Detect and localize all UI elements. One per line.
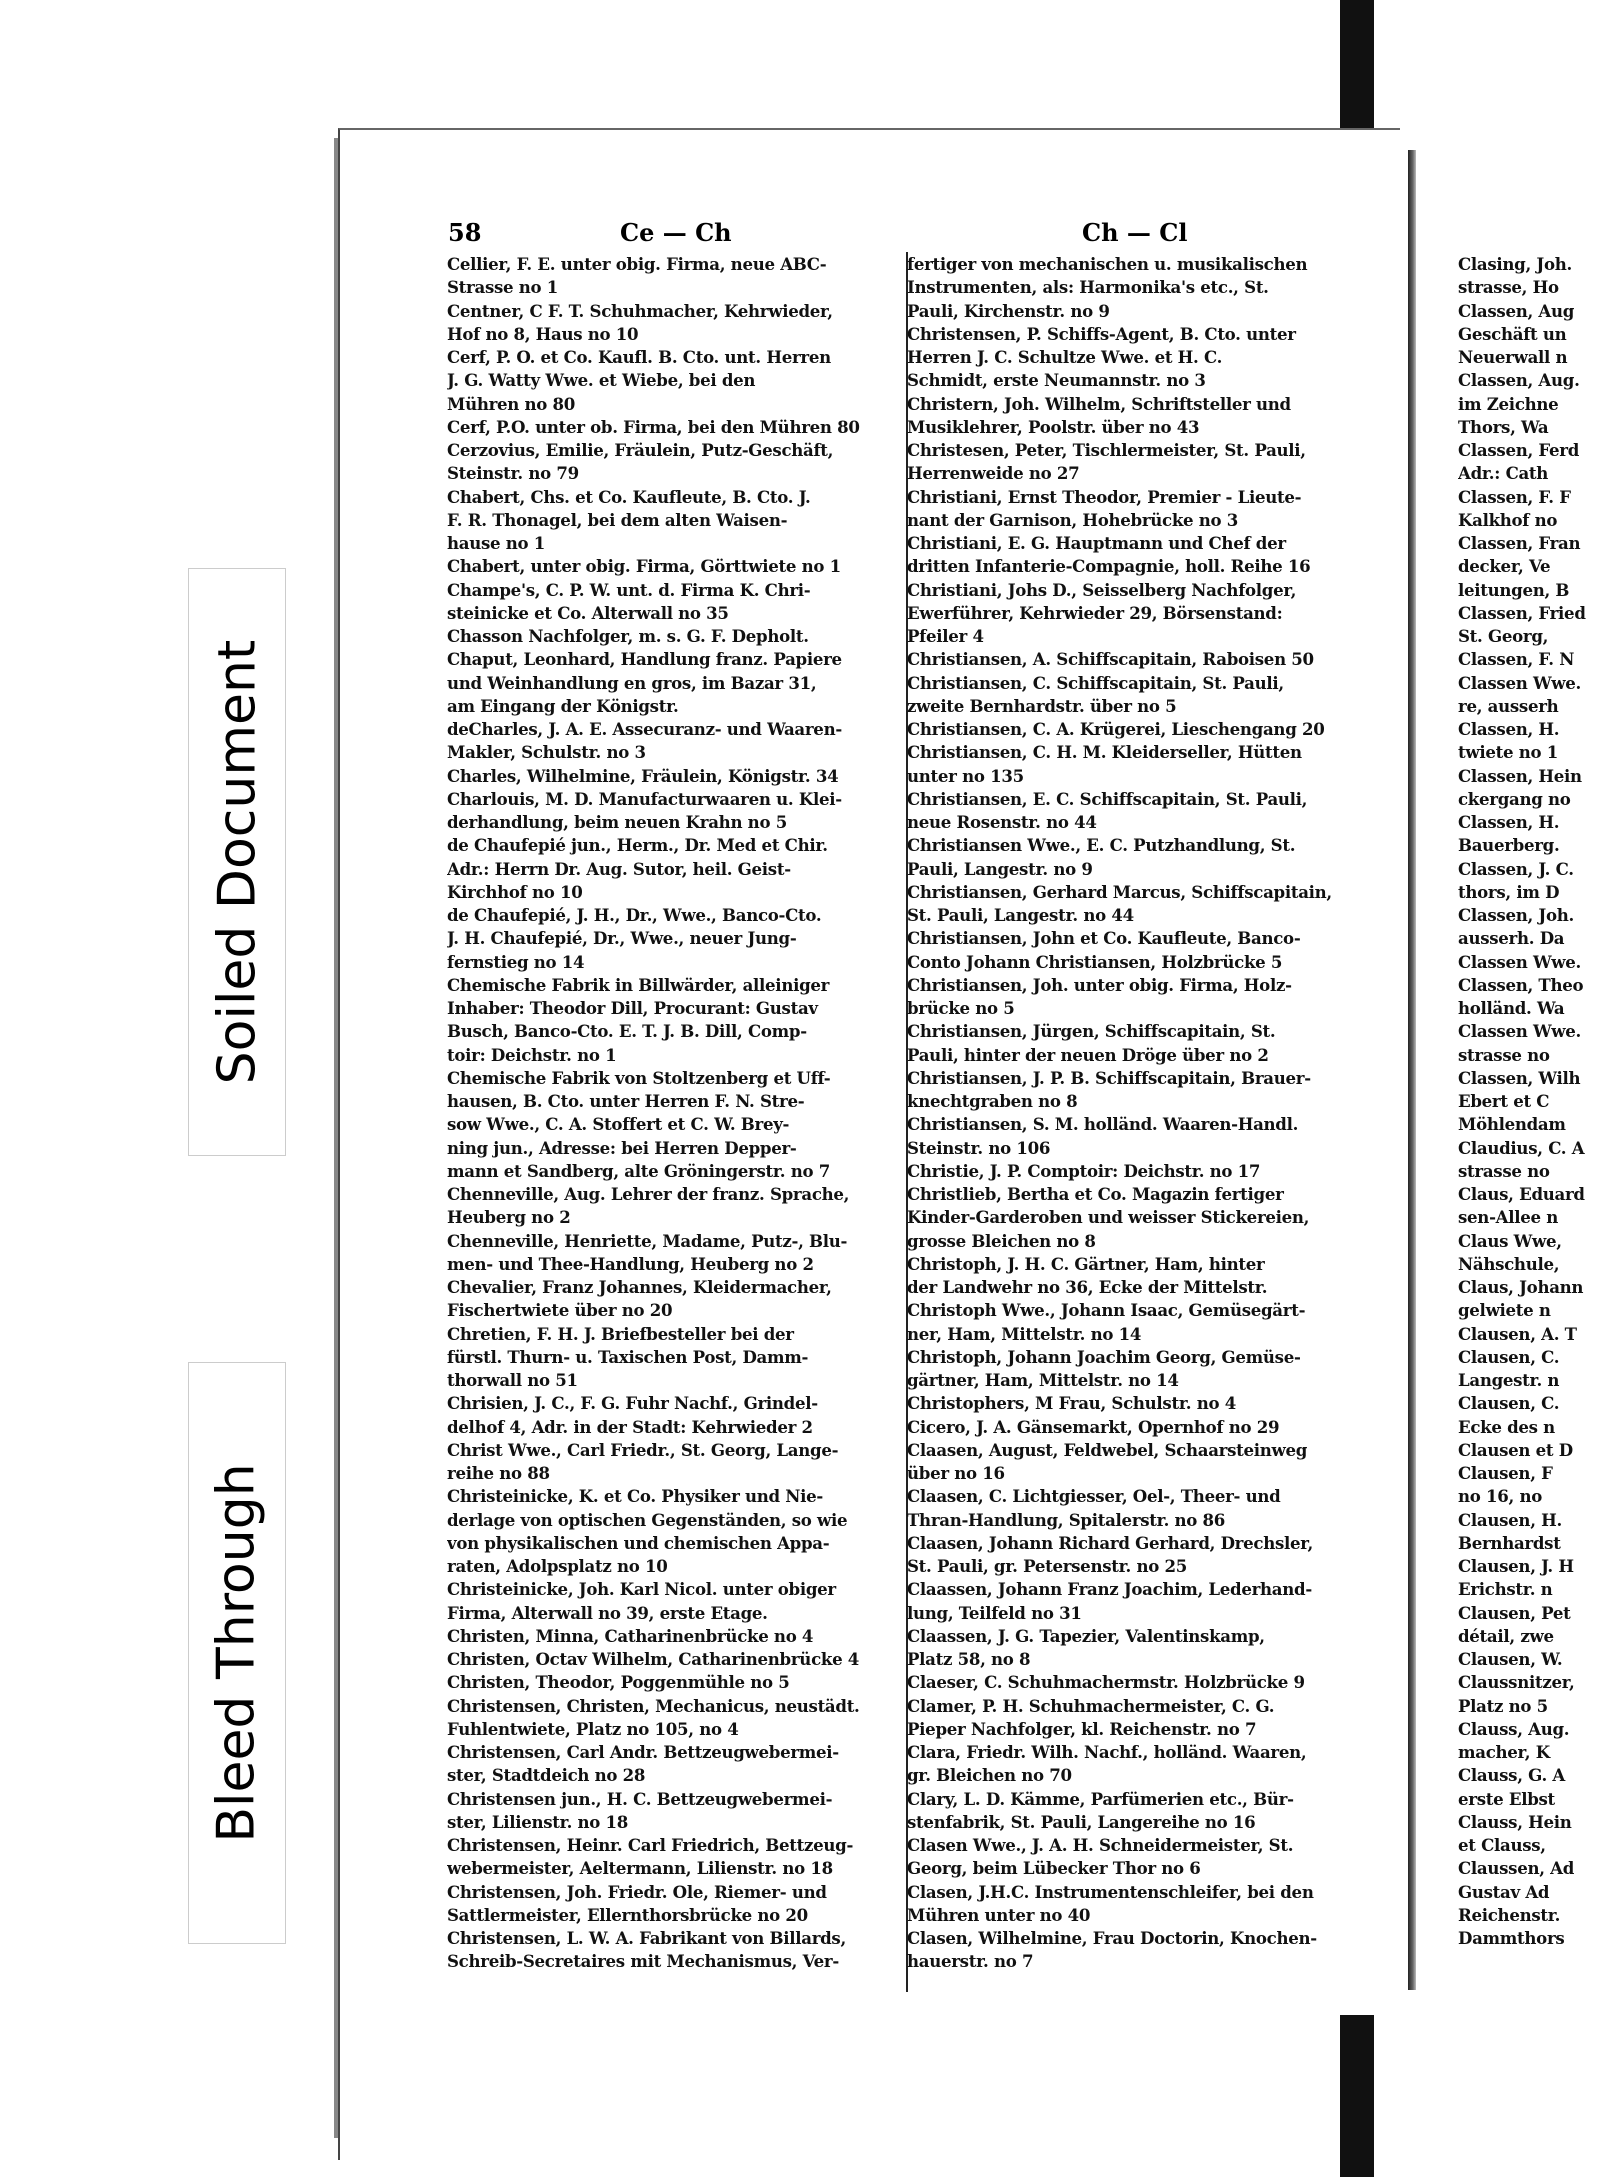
directory-line: Clausen, J. H	[1458, 1556, 1574, 1576]
directory-line: Charlouis, M. D. Manufacturwaaren u. Klei-	[447, 788, 842, 809]
directory-line: Classen, Wilh	[1458, 1067, 1581, 1088]
directory-line: ausserh. Da	[1458, 928, 1565, 949]
directory-line: Schmidt, erste Neumannstr. no 3	[907, 370, 1206, 391]
directory-line: Classen, Fried	[1458, 602, 1586, 623]
directory-line: Champe's, C. P. W. unt. d. Firma K. Chri-	[447, 579, 811, 600]
directory-line: St. Georg,	[1458, 626, 1549, 646]
directory-line: Christen, Octav Wilhelm, Catharinenbrücke 4	[447, 1649, 860, 1669]
directory-line: Classen, F. F	[1458, 486, 1571, 507]
directory-line: Hof no 8, Haus no 10	[447, 323, 639, 344]
directory-line: Cicero, J. A. Gänsemarkt, Opernhof no 29	[907, 1416, 1280, 1437]
directory-line: Busch, Banco-Cto. E. T. J. B. Dill, Comp-	[447, 1021, 807, 1042]
directory-line: détail, zwe	[1458, 1625, 1554, 1646]
directory-line: de Chaufepié, J. H., Dr., Wwe., Banco-Cto.	[447, 905, 822, 925]
directory-line: dritten Infanterie-Compagnie, holl. Reihe 16	[907, 556, 1311, 577]
directory-line: St. Pauli, Langestr. no 44	[907, 905, 1134, 925]
directory-line: Classen Wwe.	[1458, 1021, 1582, 1042]
directory-line: Christesen, Peter, Tischlermeister, St. Pauli,	[907, 440, 1306, 460]
directory-line: Kinder-Garderoben und weisser Stickereien,	[907, 1207, 1310, 1228]
directory-line: Bauerberg.	[1458, 835, 1560, 856]
directory-line: J. G. Watty Wwe. et Wiebe, bei den	[447, 370, 756, 391]
directory-line: Clauss, Aug.	[1458, 1718, 1570, 1739]
directory-line: gärtner, Ham, Mittelstr. no 14	[907, 1370, 1179, 1390]
directory-line: Mühren no 80	[447, 393, 576, 414]
directory-line: sen-Allee n	[1458, 1207, 1558, 1228]
directory-line: Classen, Hein	[1458, 765, 1582, 786]
directory-line: Chretien, F. H. J. Briefbesteller bei der	[447, 1323, 794, 1344]
directory-line: derhandlung, beim neuen Krahn no 5	[447, 812, 787, 832]
directory-line: Cerf, P. O. et Co. Kaufl. B. Cto. unt. Herren	[447, 347, 831, 367]
directory-line: Makler, Schulstr. no 3	[447, 742, 646, 763]
directory-line: Pauli, Langestr. no 9	[907, 858, 1093, 879]
left-column	[447, 253, 907, 1974]
directory-line: delhof 4, Adr. in der Stadt: Kehrwieder 2	[447, 1416, 813, 1437]
directory-line: fürstl. Thurn- u. Taxischen Post, Damm-	[447, 1346, 809, 1367]
right-column-partial	[1458, 253, 1600, 1950]
directory-line: Christiansen, Jürgen, Schiffscapitain, St.	[907, 1021, 1276, 1042]
directory-line: Christeinicke, Joh. Karl Nicol. unter obiger	[447, 1579, 836, 1600]
directory-line: Christensen, Joh. Friedr. Ole, Riemer- und	[447, 1881, 827, 1902]
directory-line: im Zeichne	[1458, 393, 1559, 414]
directory-line: Christophers, M Frau, Schulstr. no 4	[907, 1393, 1236, 1414]
directory-line: Platz 58, no 8	[907, 1649, 1031, 1669]
directory-line: Claassen, Johann Franz Joachim, Lederhand-	[907, 1579, 1312, 1600]
directory-line: Cellier, F. E. unter obig. Firma, neue ABC-	[447, 254, 827, 274]
directory-line: und Weinhandlung en gros, im Bazar 31,	[447, 672, 817, 693]
directory-line: Christensen, L. W. A. Fabrikant von Billards,	[447, 1928, 846, 1948]
directory-line: Christie, J. P. Comptoir: Deichstr. no 17	[907, 1160, 1261, 1181]
directory-line: Herrenweide no 27	[907, 463, 1080, 484]
directory-line: twiete no 1	[1458, 742, 1558, 763]
directory-line: St. Pauli, gr. Petersenstr. no 25	[907, 1556, 1187, 1576]
directory-line: erste Elbst	[1458, 1788, 1555, 1809]
directory-line: Neuerwall n	[1458, 347, 1568, 367]
directory-line: men- und Thee-Handlung, Heuberg no 2	[447, 1253, 814, 1274]
directory-line: lung, Teilfeld no 31	[907, 1602, 1082, 1623]
directory-line: derlage von optischen Gegenständen, so wie	[447, 1509, 848, 1530]
book-spine	[1408, 150, 1416, 1990]
directory-line: Conto Johann Christiansen, Holzbrücke 5	[907, 951, 1283, 972]
directory-line: Claudius, C. A	[1458, 1137, 1585, 1158]
directory-line: Pauli, Kirchenstr. no 9	[907, 300, 1110, 321]
directory-line: Christiansen, S. M. holländ. Waaren-Handl.	[907, 1114, 1299, 1135]
directory-line: Classen Wwe.	[1458, 672, 1582, 693]
directory-line: macher, K	[1458, 1742, 1550, 1762]
directory-line: Christiansen, Gerhard Marcus, Schiffscapitain,	[907, 881, 1332, 902]
directory-line: J. H. Chaufepié, Dr., Wwe., neuer Jung-	[447, 928, 797, 949]
directory-line: Christiani, E. G. Hauptmann und Chef der	[907, 533, 1286, 553]
directory-line: Christoph, J. H. C. Gärtner, Ham, hinter	[907, 1253, 1265, 1274]
directory-line: Christiansen, C. H. M. Kleiderseller, Hütten	[907, 742, 1302, 763]
directory-line: Reichenstr.	[1458, 1904, 1561, 1925]
directory-line: Classen, H.	[1458, 719, 1560, 739]
directory-line: Chabert, unter obig. Firma, Görttwiete no 1	[447, 556, 841, 577]
directory-line: Sattlermeister, Ellernthorsbrücke no 20	[447, 1904, 808, 1925]
directory-line: Claasen, Johann Richard Gerhard, Drechsler,	[907, 1532, 1313, 1553]
directory-line: Strasse no 1	[447, 277, 559, 298]
directory-line: Christlieb, Bertha et Co. Magazin fertiger	[907, 1184, 1284, 1204]
directory-line: thors, im D	[1458, 881, 1560, 902]
directory-line: Nähschule,	[1458, 1253, 1560, 1274]
directory-line: Instrumenten, als: Harmonika's etc., St.	[907, 277, 1269, 298]
directory-line: Christiansen Wwe., E. C. Putzhandlung, St.	[907, 835, 1296, 856]
directory-line: Christiani, Ernst Theodor, Premier - Lieute-	[907, 486, 1302, 507]
directory-line: stenfabrik, St. Pauli, Langereihe no 16	[907, 1811, 1256, 1832]
directory-line: Classen, Joh.	[1458, 905, 1574, 925]
directory-line: Chrisien, J. C., F. G. Fuhr Nachf., Grindel-	[447, 1393, 818, 1414]
directory-line: ning jun., Adresse: bei Herren Depper-	[447, 1137, 797, 1158]
directory-line: strasse no	[1458, 1044, 1550, 1065]
directory-line: steinicke et Co. Alterwall no 35	[447, 602, 729, 623]
directory-line: decker, Ve	[1458, 556, 1551, 577]
directory-line: Claussnitzer,	[1458, 1672, 1575, 1693]
directory-line: Classen, F. N	[1458, 649, 1575, 670]
directory-line: Classen, H.	[1458, 812, 1560, 832]
soiled-document-label-text: Soiled Document	[207, 639, 268, 1085]
directory-line: ster, Lilienstr. no 18	[447, 1811, 629, 1832]
directory-line: Ecke des n	[1458, 1416, 1555, 1437]
directory-line: Christiansen, C. A. Krügerei, Lieschengang 20	[907, 719, 1325, 739]
directory-line: Cerf, P.O. unter ob. Firma, bei den Mühren 80	[447, 416, 860, 437]
directory-line: Herren J. C. Schultze Wwe. et H. C.	[907, 347, 1223, 367]
directory-line: Christiansen, Joh. unter obig. Firma, Holz-	[907, 974, 1292, 995]
directory-line: Classen, Aug.	[1458, 370, 1580, 391]
directory-line: Clausen, C.	[1458, 1393, 1560, 1414]
directory-line: Fischertwiete über no 20	[447, 1300, 673, 1321]
directory-line: knechtgraben no 8	[907, 1091, 1078, 1111]
directory-line: Kalkhof no	[1458, 509, 1558, 530]
directory-line: Clasen Wwe., J. A. H. Schneidermeister, St.	[907, 1835, 1294, 1855]
directory-line: Clausen, H.	[1458, 1509, 1563, 1530]
directory-line: Platz no 5	[1458, 1695, 1548, 1716]
directory-line: Ewerführer, Kehrwieder 29, Börsenstand:	[907, 602, 1283, 623]
directory-line: Classen, Fran	[1458, 533, 1581, 553]
directory-line: Christensen, Carl Andr. Bettzeugwebermei-	[447, 1742, 839, 1762]
directory-line: reihe no 88	[447, 1463, 550, 1483]
directory-line: Steinstr. no 106	[907, 1137, 1051, 1158]
directory-line: Chemische Fabrik von Stoltzenberg et Uff-	[447, 1067, 831, 1088]
directory-line: Thran-Handlung, Spitalerstr. no 86	[907, 1509, 1226, 1530]
directory-line: Chenneville, Henriette, Madame, Putz-, Blu-	[447, 1230, 848, 1251]
directory-line: Claus, Eduard	[1458, 1184, 1585, 1204]
directory-line: Clauss, Hein	[1458, 1811, 1572, 1832]
directory-line: Dammthors	[1458, 1928, 1565, 1948]
directory-line: Pfeiler 4	[907, 626, 984, 646]
directory-line: von physikalischen und chemischen Appa-	[447, 1532, 830, 1553]
directory-line: raten, Adolpsplatz no 10	[447, 1556, 668, 1576]
directory-line: Claeser, C. Schuhmachermstr. Holzbrücke 9	[907, 1672, 1305, 1693]
directory-line: nant der Garnison, Hohebrücke no 3	[907, 509, 1239, 530]
directory-line: Erichstr. n	[1458, 1579, 1553, 1600]
directory-line: thorwall no 51	[447, 1370, 578, 1390]
directory-line: et Clauss,	[1458, 1835, 1546, 1855]
directory-line: Adr.: Herrn Dr. Aug. Sutor, heil. Geist-	[447, 858, 791, 879]
directory-line: Christiansen, J. P. B. Schiffscapitain, Brauer-	[907, 1067, 1311, 1088]
directory-line: sow Wwe., C. A. Stoffert et C. W. Brey-	[447, 1114, 790, 1135]
directory-line: de Chaufepié jun., Herm., Dr. Med et Chir.	[447, 835, 828, 856]
directory-line: Firma, Alterwall no 39, erste Etage.	[447, 1602, 768, 1623]
directory-line: Christiansen, John et Co. Kaufleute, Banco-	[907, 928, 1301, 949]
directory-line: Clausen, W.	[1458, 1649, 1563, 1669]
directory-line: Christern, Joh. Wilhelm, Schriftsteller und	[907, 393, 1291, 414]
directory-line: zweite Bernhardstr. über no 5	[907, 695, 1177, 716]
directory-line: toir: Deichstr. no 1	[447, 1044, 617, 1065]
directory-line: Cerzovius, Emilie, Fräulein, Putz-Geschäft,	[447, 440, 834, 460]
directory-line: Christiansen, A. Schiffscapitain, Raboisen 50	[907, 649, 1314, 670]
page-number: 58	[448, 218, 482, 247]
directory-line: Thors, Wa	[1458, 416, 1549, 437]
directory-line: Claasen, August, Feldwebel, Schaarsteinweg	[907, 1439, 1308, 1460]
directory-line: Claussen, Ad	[1458, 1858, 1575, 1879]
directory-line: unter no 135	[907, 765, 1024, 786]
directory-line: Clausen, F	[1458, 1463, 1553, 1483]
directory-line: hauerstr. no 7	[907, 1951, 1034, 1972]
directory-line: hausen, B. Cto. unter Herren F. N. Stre-	[447, 1091, 805, 1111]
directory-line: Christensen, Heinr. Carl Friedrich, Bettzeug-	[447, 1835, 854, 1855]
directory-line: über no 16	[907, 1463, 1005, 1483]
directory-line: hause no 1	[447, 533, 546, 553]
directory-line: gelwiete n	[1458, 1300, 1551, 1321]
directory-line: Claasen, C. Lichtgiesser, Oel-, Theer- und	[907, 1486, 1281, 1507]
directory-line: Chaput, Leonhard, Handlung franz. Papiere	[447, 649, 842, 670]
directory-line: Clausen, C.	[1458, 1346, 1560, 1367]
directory-line: gr. Bleichen no 70	[907, 1765, 1072, 1786]
directory-line: Christiansen, C. Schiffscapitain, St. Pauli,	[907, 672, 1284, 693]
directory-line: brücke no 5	[907, 998, 1015, 1018]
directory-line: Christensen, P. Schiffs-Agent, B. Cto. unter	[907, 323, 1296, 344]
directory-line: Möhlendam	[1458, 1114, 1566, 1135]
directory-line: Chevalier, Franz Johannes, Kleidermacher,	[447, 1277, 832, 1297]
directory-line: fertiger von mechanischen u. musikalischen	[907, 254, 1308, 274]
directory-line: Langestr. n	[1458, 1370, 1560, 1390]
directory-line: fernstieg no 14	[447, 951, 585, 972]
directory-line: Pieper Nachfolger, kl. Reichenstr. no 7	[907, 1718, 1257, 1739]
directory-line: Georg, beim Lübecker Thor no 6	[907, 1858, 1201, 1879]
directory-line: Kirchhof no 10	[447, 881, 583, 902]
directory-line: deCharles, J. A. E. Assecuranz- und Waaren-	[447, 719, 842, 739]
directory-line: Clasen, Wilhelmine, Frau Doctorin, Knochen-	[907, 1928, 1317, 1948]
directory-line: strasse no	[1458, 1160, 1550, 1181]
directory-line: Centner, C F. T. Schuhmacher, Kehrwieder,	[447, 300, 833, 321]
directory-line: Classen, Ferd	[1458, 440, 1579, 460]
directory-line: Claassen, J. G. Tapezier, Valentinskamp,	[907, 1625, 1265, 1646]
directory-line: Christiani, Johs D., Seisselberg Nachfolger,	[907, 579, 1297, 600]
directory-line: Musiklehrer, Poolstr. über no 43	[907, 416, 1200, 437]
binding-strip-top	[1340, 0, 1374, 130]
directory-line: Christoph Wwe., Johann Isaac, Gemüsegärt-	[907, 1300, 1306, 1321]
bleed-through-label-text: Bleed Through	[207, 1463, 267, 1843]
directory-line: Christ Wwe., Carl Friedr., St. Georg, Lange-	[447, 1439, 839, 1460]
directory-line: Clasing, Joh.	[1458, 254, 1572, 274]
directory-line: Christiansen, E. C. Schiffscapitain, St. Pauli,	[907, 788, 1308, 809]
directory-line: Christensen, Christen, Mechanicus, neustädt.	[447, 1695, 860, 1716]
directory-line: Chenneville, Aug. Lehrer der franz. Sprache,	[447, 1184, 850, 1204]
directory-line: Classen Wwe.	[1458, 951, 1582, 972]
directory-line: ster, Stadtdeich no 28	[447, 1765, 646, 1786]
directory-line: Christensen jun., H. C. Bettzeugwebermei-	[447, 1788, 833, 1809]
directory-line: Heuberg no 2	[447, 1207, 571, 1228]
directory-line: Steinstr. no 79	[447, 463, 579, 484]
directory-line: Charles, Wilhelmine, Fräulein, Königstr. 34	[447, 765, 839, 786]
header-left-range: Ce — Ch	[620, 218, 732, 247]
directory-line: Claus Wwe,	[1458, 1230, 1562, 1251]
directory-line: der Landwehr no 36, Ecke der Mittelstr.	[907, 1277, 1268, 1297]
directory-line: Inhaber: Theodor Dill, Procurant: Gustav	[447, 998, 818, 1018]
directory-line: Classen, Aug	[1458, 300, 1575, 321]
directory-line: grosse Bleichen no 8	[907, 1230, 1096, 1251]
directory-line: Gustav Ad	[1458, 1881, 1550, 1902]
header-right-range: Ch — Cl	[1082, 218, 1188, 247]
directory-line: Clara, Friedr. Wilh. Nachf., holländ. Waaren,	[907, 1742, 1307, 1762]
soiled-document-label	[188, 568, 286, 1156]
directory-line: Bernhardst	[1458, 1532, 1561, 1553]
directory-line: Clausen, A. T	[1458, 1323, 1577, 1344]
directory-line: holländ. Wa	[1458, 998, 1565, 1018]
directory-line: Ebert et C	[1458, 1091, 1550, 1111]
directory-line: Fuhlentwiete, Platz no 105, no 4	[447, 1718, 739, 1739]
bleed-through-label	[188, 1362, 286, 1944]
directory-line: Clauss, G. A	[1458, 1765, 1565, 1786]
directory-line: Christen, Minna, Catharinenbrücke no 4	[447, 1625, 814, 1646]
directory-line: Chemische Fabrik in Billwärder, alleiniger	[447, 974, 830, 995]
directory-line: Clamer, P. H. Schuhmachermeister, C. G.	[907, 1695, 1275, 1716]
directory-line: Clary, L. D. Kämme, Parfümerien etc., Bür-	[907, 1788, 1294, 1809]
directory-line: ckergang no	[1458, 788, 1571, 809]
directory-line: Classen, Theo	[1458, 974, 1584, 995]
directory-line: am Eingang der Königstr.	[447, 695, 679, 716]
directory-line: re, ausserh	[1458, 695, 1559, 716]
directory-line: no 16, no	[1458, 1486, 1542, 1507]
middle-column	[907, 253, 1369, 1974]
directory-line: Pauli, hinter der neuen Dröge über no 2	[907, 1044, 1269, 1065]
directory-line: Christeinicke, K. et Co. Physiker und Nie-	[447, 1486, 824, 1507]
directory-line: webermeister, Aeltermann, Lilienstr. no 18	[447, 1858, 833, 1879]
directory-line: Clausen et D	[1458, 1439, 1573, 1460]
directory-line: mann et Sandberg, alte Gröningerstr. no 7	[447, 1160, 830, 1181]
directory-line: neue Rosenstr. no 44	[907, 812, 1097, 832]
directory-line: strasse, Ho	[1458, 277, 1559, 298]
directory-line: Christoph, Johann Joachim Georg, Gemüse-	[907, 1346, 1301, 1367]
directory-line: Mühren unter no 40	[907, 1904, 1091, 1925]
directory-line: Classen, J. C.	[1458, 858, 1574, 879]
directory-line: F. R. Thonagel, bei dem alten Waisen-	[447, 509, 788, 530]
directory-line: Clausen, Pet	[1458, 1602, 1571, 1623]
directory-line: Schreib-Secretaires mit Mechanismus, Ver-	[447, 1951, 839, 1972]
directory-line: Adr.: Cath	[1458, 463, 1549, 484]
directory-line: ner, Ham, Mittelstr. no 14	[907, 1323, 1142, 1344]
directory-line: Claus, Johann	[1458, 1277, 1584, 1297]
directory-line: Christen, Theodor, Poggenmühle no 5	[447, 1672, 790, 1693]
directory-line: Chasson Nachfolger, m. s. G. F. Depholt.	[447, 626, 809, 646]
directory-line: leitungen, B	[1458, 579, 1570, 600]
directory-line: Chabert, Chs. et Co. Kaufleute, B. Cto. J.	[447, 486, 811, 507]
directory-line: Clasen, J.H.C. Instrumentenschleifer, bei den	[907, 1881, 1314, 1902]
directory-line: Geschäft un	[1458, 323, 1567, 344]
